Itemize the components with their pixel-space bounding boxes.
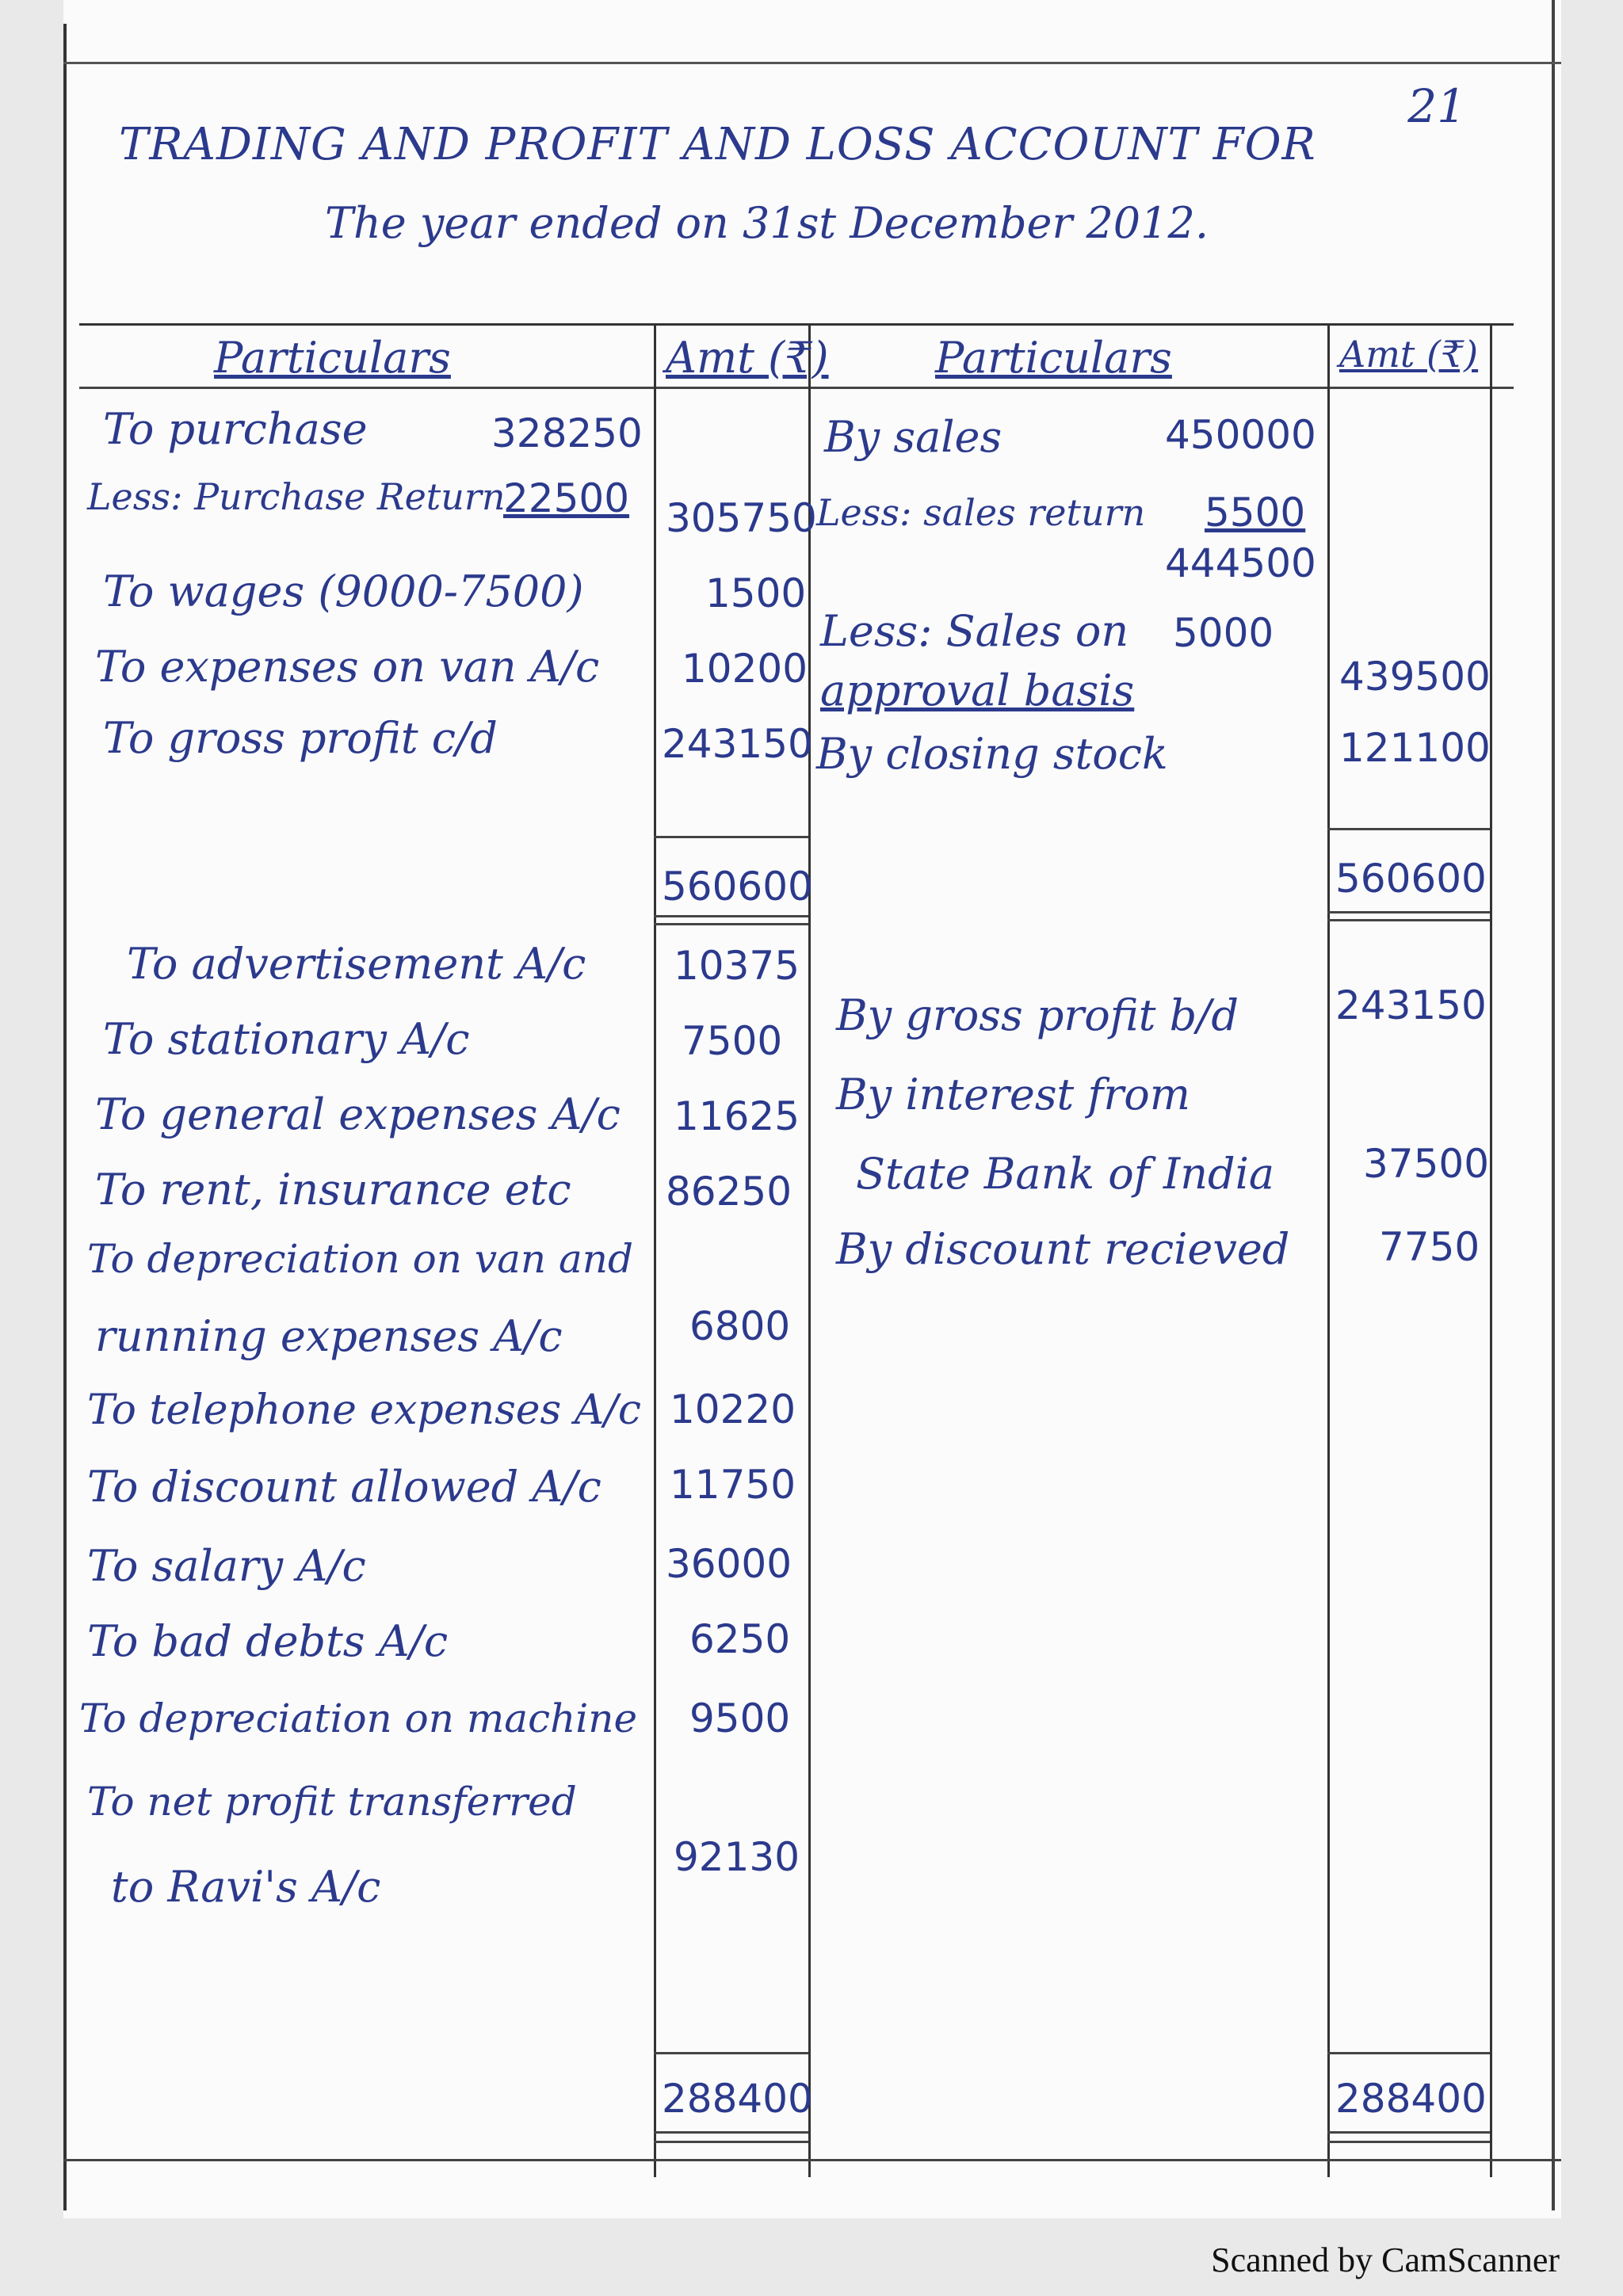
trading-credit-sub: 450000 [1165, 412, 1316, 458]
trading-debit-row: To gross profit c/d [103, 713, 498, 763]
trading-credit-sub: 5000 [1173, 610, 1274, 656]
pl-double-rule-left-2 [654, 2141, 808, 2143]
trading-credit-sub: 444500 [1165, 540, 1316, 586]
col-divider-2 [808, 323, 811, 2177]
pl-debit-amount: 10375 [674, 943, 800, 989]
col-divider-4 [1490, 323, 1492, 2177]
trading-debit-row: To expenses on van A/c [95, 642, 600, 692]
header-right-particulars: Particulars [935, 333, 1172, 383]
page-number: 21 [1407, 79, 1466, 133]
pl-credit-row: State Bank of India [856, 1149, 1275, 1199]
sheet-right-border [1552, 0, 1555, 2210]
trading-credit-row: By closing stock [816, 729, 1168, 779]
pl-debit-row: To bad debts A/c [87, 1616, 449, 1666]
trading-credit-amount: 439500 [1339, 654, 1491, 700]
trading-credit-row: Less: Sales on [820, 606, 1129, 656]
trading-debit-sub: 22500 [503, 475, 630, 521]
pl-credit-row: By interest from [836, 1070, 1190, 1119]
pl-debit-row: To net profit transferred [87, 1779, 577, 1825]
trading-debit-amount: 243150 [662, 721, 813, 767]
bottom-rule [63, 2159, 1561, 2161]
pl-double-rule-right-2 [1327, 2141, 1490, 2143]
pl-debit-amount: 92130 [674, 1834, 800, 1880]
trading-debit-amount: 1500 [705, 570, 807, 616]
pl-debit-row: To rent, insurance etc [95, 1165, 571, 1215]
header-underline [79, 387, 1514, 389]
pl-debit-row: to Ravi's A/c [111, 1862, 381, 1912]
pl-debit-amount: 6800 [689, 1303, 791, 1349]
pl-total-left: 288400 [662, 2076, 813, 2122]
pl-credit-row: By discount recieved [836, 1224, 1290, 1274]
pl-debit-row: To telephone expenses A/c [87, 1386, 641, 1434]
title-line-2: The year ended on 31st December 2012. [325, 198, 1209, 248]
title-line-1: TRADING AND PROFIT AND LOSS ACCOUNT FOR [119, 119, 1316, 170]
pl-debit-row: To depreciation on van and [87, 1236, 634, 1282]
trading-double-rule-left-2 [654, 923, 808, 925]
pl-credit-amount: 37500 [1363, 1141, 1490, 1187]
sheet-left-border [63, 24, 67, 2210]
trading-debit-sub: 328250 [491, 410, 643, 456]
col-divider-3 [1327, 323, 1330, 2177]
pl-credit-amount: 243150 [1335, 982, 1487, 1028]
header-left-amount: Amt (₹) [666, 333, 829, 383]
trading-credit-row: approval basis [820, 666, 1135, 715]
pl-double-rule-right [1327, 2131, 1490, 2134]
trading-credit-sub: 5500 [1205, 490, 1306, 536]
pl-debit-row: To depreciation on machine [79, 1695, 638, 1741]
pl-total-rule-right [1327, 2052, 1490, 2054]
pl-total-right: 288400 [1335, 2076, 1487, 2122]
trading-debit-amount: 305750 [666, 495, 817, 541]
trading-total-left: 560600 [662, 864, 813, 910]
trading-double-rule-left [654, 915, 808, 917]
pl-debit-row: To salary A/c [87, 1541, 366, 1591]
trading-credit-row: Less: sales return [816, 491, 1146, 534]
trading-credit-row: By sales [824, 412, 1002, 462]
pl-debit-amount: 11750 [670, 1462, 796, 1508]
trading-total-right: 560600 [1335, 856, 1487, 902]
pl-credit-amount: 7750 [1379, 1224, 1480, 1270]
trading-debit-row: To purchase [103, 404, 368, 454]
top-rule [63, 62, 1561, 64]
trading-double-rule-right [1327, 911, 1490, 913]
trading-debit-row: Less: Purchase Return [87, 475, 506, 518]
trading-credit-amount: 121100 [1339, 725, 1491, 771]
pl-debit-row: To general expenses A/c [95, 1089, 621, 1139]
pl-debit-row: running expenses A/c [95, 1311, 563, 1361]
pl-debit-amount: 9500 [689, 1695, 791, 1741]
trading-total-rule-left [654, 836, 808, 838]
pl-debit-row: To advertisement A/c [127, 939, 586, 989]
header-rule [79, 323, 1514, 326]
pl-debit-amount: 7500 [682, 1018, 783, 1064]
header-left-particulars: Particulars [214, 333, 451, 383]
col-divider-1 [654, 323, 656, 2177]
trading-debit-row: To wages (9000-7500) [103, 566, 584, 616]
pl-debit-row: To stationary A/c [103, 1014, 470, 1064]
trading-debit-amount: 10200 [682, 646, 808, 692]
trading-double-rule-right-2 [1327, 919, 1490, 921]
pl-total-rule-left [654, 2052, 808, 2054]
pl-debit-amount: 86250 [666, 1169, 792, 1215]
header-right-amount: Amt (₹) [1339, 333, 1479, 376]
pl-debit-row: To discount allowed A/c [87, 1462, 601, 1512]
pl-debit-amount: 6250 [689, 1616, 791, 1662]
trading-total-rule-right [1327, 828, 1490, 830]
pl-double-rule-left [654, 2131, 808, 2134]
pl-debit-amount: 11625 [674, 1093, 800, 1139]
pl-credit-row: By gross profit b/d [836, 990, 1239, 1040]
pl-debit-amount: 10220 [670, 1386, 796, 1432]
pl-debit-amount: 36000 [666, 1541, 792, 1587]
scanner-footer: Scanned by CamScanner [1211, 2241, 1560, 2279]
ledger-sheet [63, 0, 1561, 2218]
